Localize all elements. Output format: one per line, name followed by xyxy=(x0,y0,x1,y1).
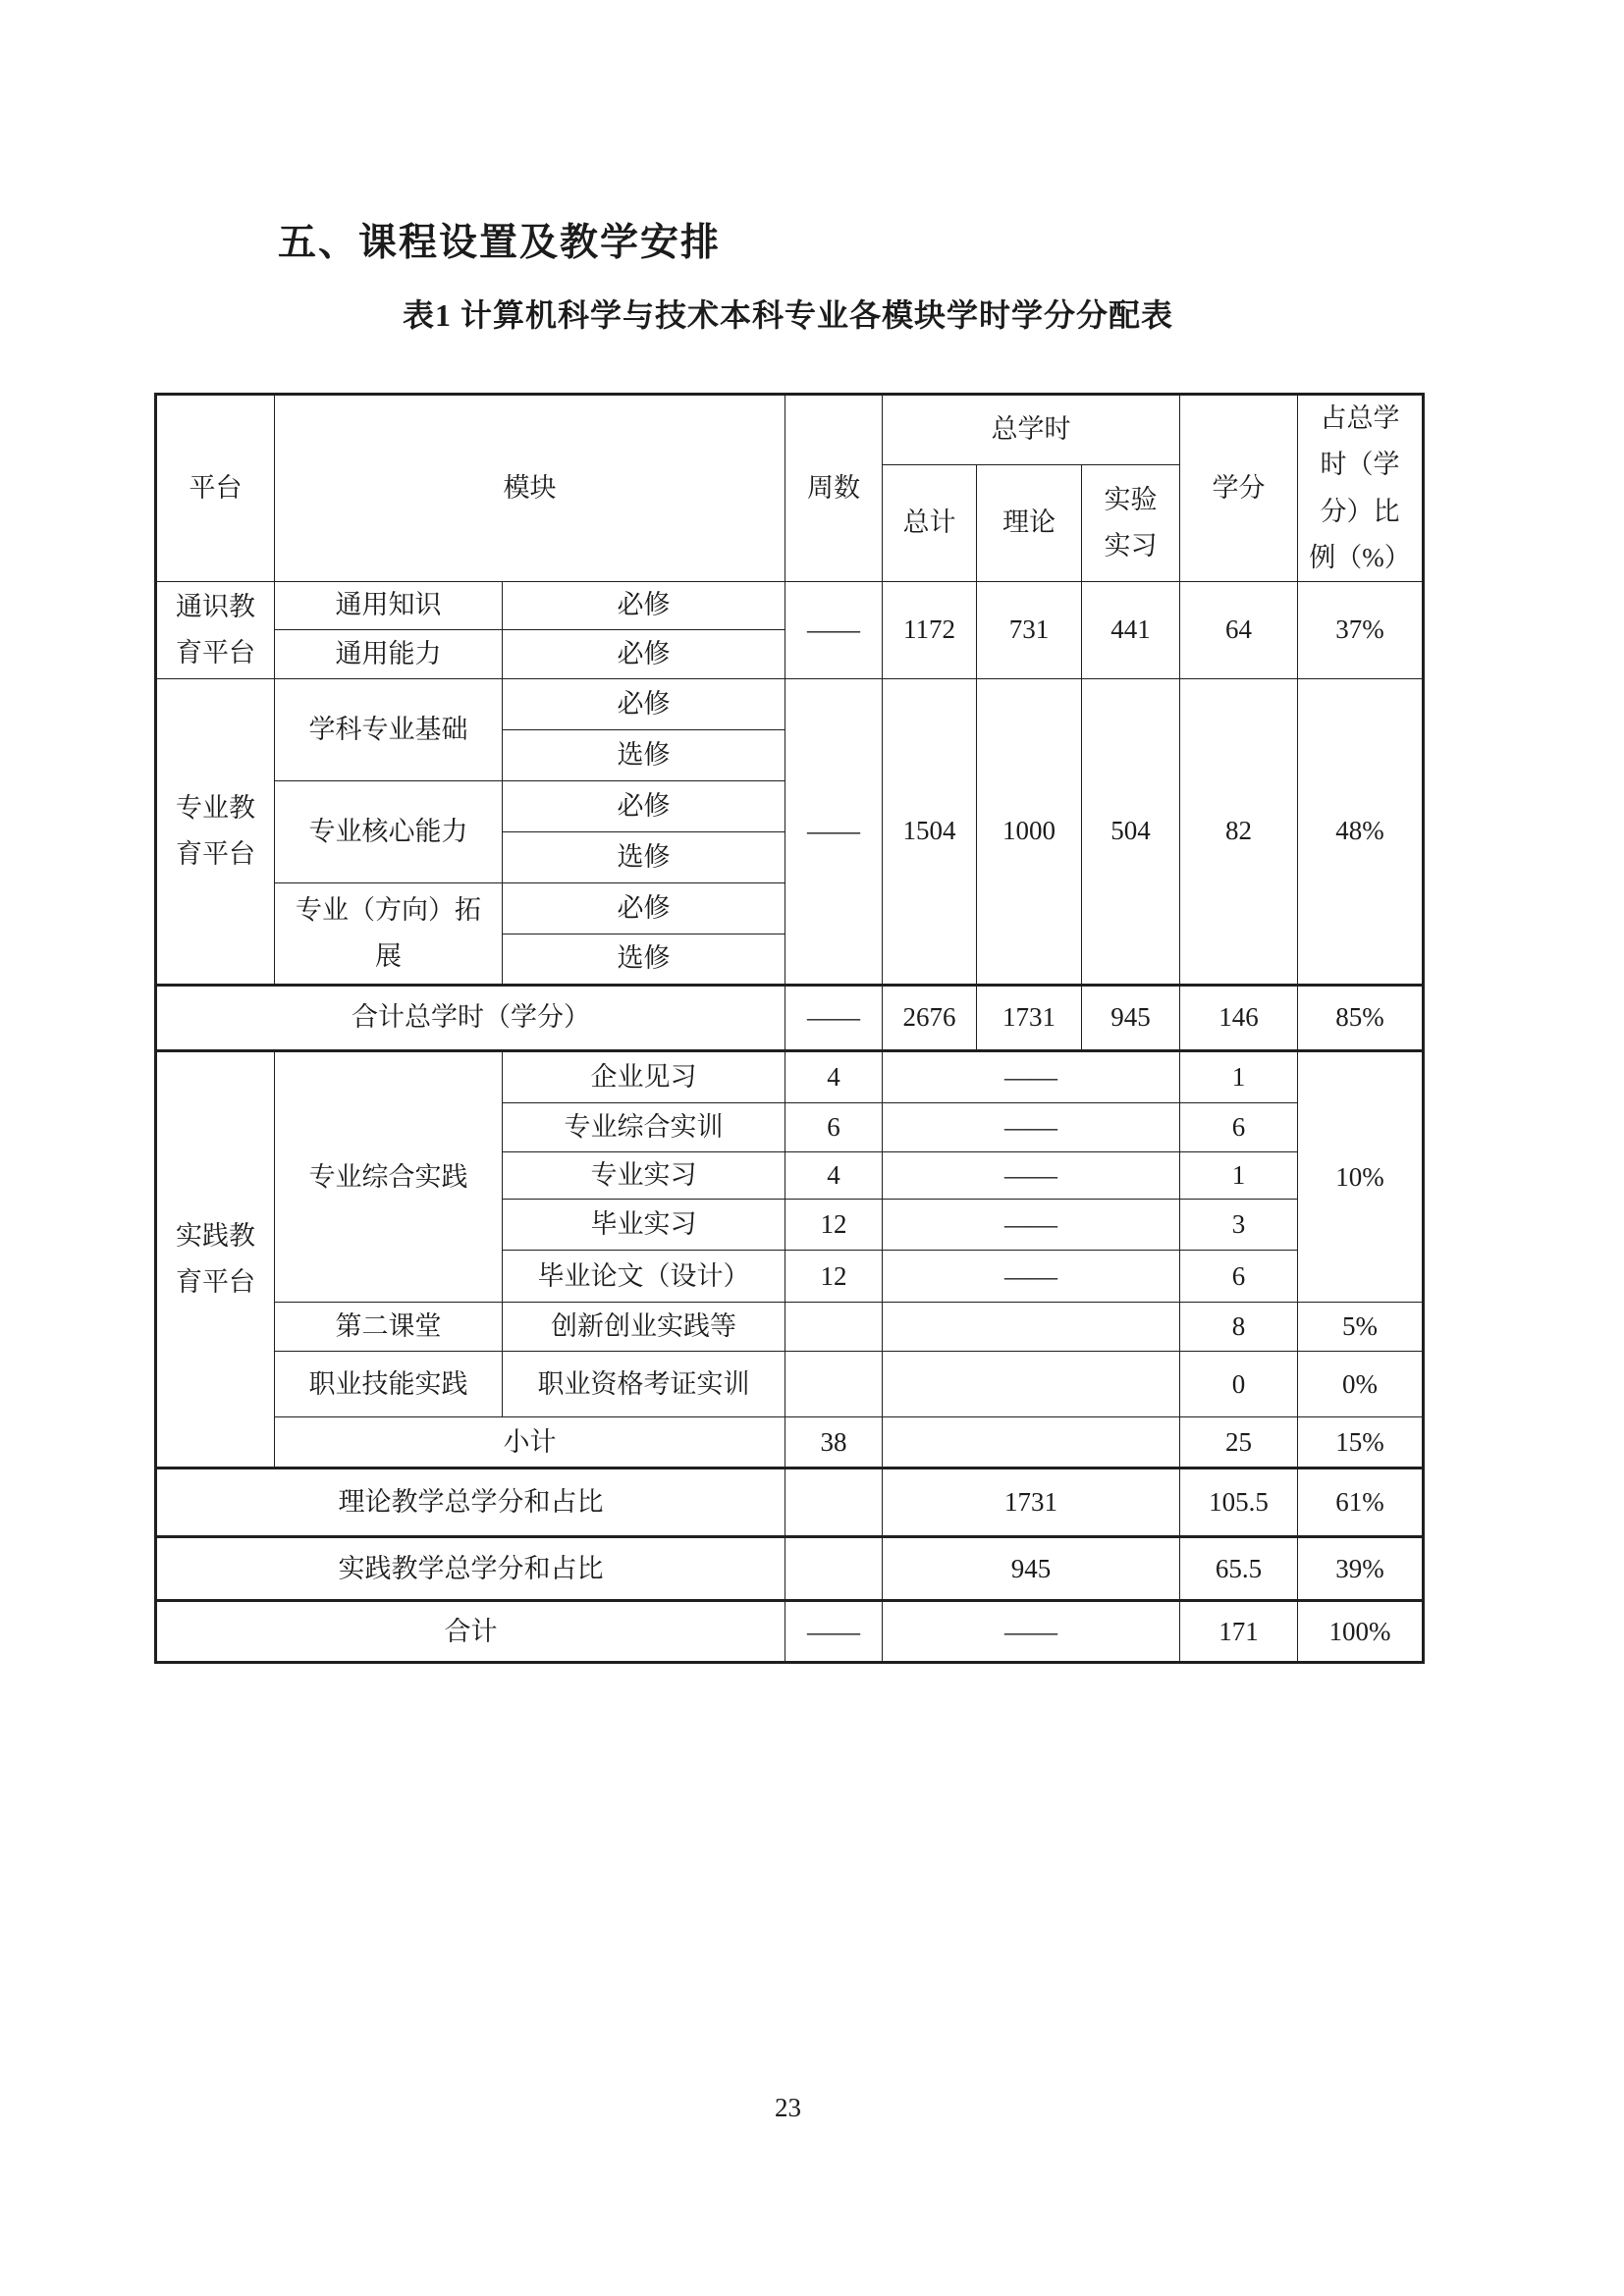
header-ratio-line3: 分）比 xyxy=(1320,496,1400,526)
header-lab: 实验实习 xyxy=(1082,464,1180,581)
cell-grand-total-ratio: 100% xyxy=(1298,1601,1424,1663)
cell-general-module-1: 通用知识 xyxy=(275,582,503,630)
cell-prof-lab: 504 xyxy=(1082,679,1180,986)
cell-subtotal-theory: 1731 xyxy=(977,986,1082,1051)
cell-prof-g2-type-1: 必修 xyxy=(503,781,785,832)
cell-grand-total-weeks: —— xyxy=(785,1601,883,1663)
cell-practice-subtotal-credits: 25 xyxy=(1180,1417,1298,1468)
cell-prof-platform: 专业教育平台 xyxy=(156,679,275,986)
cell-subtotal-weeks: —— xyxy=(785,986,883,1051)
header-ratio xyxy=(1298,395,1424,582)
cell-prof-group-2: 专业核心能力 xyxy=(275,781,503,883)
row-practice-subtotal xyxy=(156,1417,1424,1468)
cell-practice-platform: 实践教育平台 xyxy=(156,1051,275,1468)
cell-theory-total-label: 理论教学总学分和占比 xyxy=(156,1468,785,1537)
cell-subtotal-credits: 146 xyxy=(1180,986,1298,1051)
cell-practice-item-3: 专业实习 xyxy=(503,1152,785,1200)
row-subtotal-hours xyxy=(156,986,1424,1051)
header-row-1 xyxy=(156,395,1424,465)
cell-practice-weeks-2: 6 xyxy=(785,1103,883,1152)
header-credits: 学分 xyxy=(1180,395,1298,582)
cell-practice-total-label: 实践教学总学分和占比 xyxy=(156,1537,785,1601)
cell-practice-hours-5: —— xyxy=(883,1251,1180,1303)
cell-subtotal-label: 合计总学时（学分） xyxy=(156,986,785,1051)
header-module: 模块 xyxy=(275,395,785,582)
cell-general-weeks: —— xyxy=(785,582,883,679)
row-general-1 xyxy=(156,582,1424,630)
cell-second-class-credits: 8 xyxy=(1180,1303,1298,1352)
cell-prof-group-3: 专业（方向）拓展 xyxy=(275,883,503,986)
cell-vocational-module: 职业技能实践 xyxy=(275,1352,503,1417)
cell-practice-total-hours: 945 xyxy=(883,1537,1180,1601)
header-theory: 理论 xyxy=(977,464,1082,581)
row-second-class xyxy=(156,1303,1424,1352)
cell-vocational-name: 职业资格考证实训 xyxy=(503,1352,785,1417)
cell-prof-g1-type-1: 必修 xyxy=(503,679,785,730)
cell-practice-item-5: 毕业论文（设计） xyxy=(503,1251,785,1303)
row-prof-1 xyxy=(156,679,1424,730)
cell-prof-credits: 82 xyxy=(1180,679,1298,986)
cell-prof-theory: 1000 xyxy=(977,679,1082,986)
cell-subtotal-ratio: 85% xyxy=(1298,986,1424,1051)
cell-theory-total-credits: 105.5 xyxy=(1180,1468,1298,1537)
header-ratio-line4: 例（%） xyxy=(1309,542,1411,572)
cell-vocational-ratio: 0% xyxy=(1298,1352,1424,1417)
cell-practice-weeks-3: 4 xyxy=(785,1152,883,1200)
table-container xyxy=(154,393,1425,1664)
cell-second-class-weeks xyxy=(785,1303,883,1352)
cell-theory-total-weeks xyxy=(785,1468,883,1537)
cell-practice-weeks-5: 12 xyxy=(785,1251,883,1303)
cell-practice-hours-3: —— xyxy=(883,1152,1180,1200)
cell-practice-item-2: 专业综合实训 xyxy=(503,1103,785,1152)
row-vocational xyxy=(156,1352,1424,1417)
cell-prof-ratio: 48% xyxy=(1298,679,1424,986)
cell-vocational-credits: 0 xyxy=(1180,1352,1298,1417)
row-grand-total xyxy=(156,1601,1424,1663)
cell-second-class-name: 创新创业实践等 xyxy=(503,1303,785,1352)
cell-general-type-1: 必修 xyxy=(503,582,785,630)
cell-prof-group-1: 学科专业基础 xyxy=(275,679,503,781)
cell-practice-credits-4: 3 xyxy=(1180,1200,1298,1251)
cell-practice-credits-2: 6 xyxy=(1180,1103,1298,1152)
cell-vocational-weeks xyxy=(785,1352,883,1417)
cell-practice-credits-5: 6 xyxy=(1180,1251,1298,1303)
cell-general-ratio: 37% xyxy=(1298,582,1424,679)
cell-practice-total-weeks xyxy=(785,1537,883,1601)
curriculum-table xyxy=(154,393,1425,1664)
cell-practice-weeks-4: 12 xyxy=(785,1200,883,1251)
cell-theory-total-hours: 1731 xyxy=(883,1468,1180,1537)
cell-vocational-hours xyxy=(883,1352,1180,1417)
cell-practice-subtotal-ratio: 15% xyxy=(1298,1417,1424,1468)
cell-practice-item-1: 企业见习 xyxy=(503,1051,785,1103)
cell-general-platform: 通识教育平台 xyxy=(156,582,275,679)
cell-practice-subtotal-weeks: 38 xyxy=(785,1417,883,1468)
cell-practice-credits-1: 1 xyxy=(1180,1051,1298,1103)
cell-subtotal-total: 2676 xyxy=(883,986,977,1051)
cell-general-theory: 731 xyxy=(977,582,1082,679)
cell-grand-total-credits: 171 xyxy=(1180,1601,1298,1663)
cell-practice-comp-module: 专业综合实践 xyxy=(275,1051,503,1303)
table-caption: 表1 计算机科学与技术本科专业各模块学时学分分配表 xyxy=(402,297,1173,333)
cell-general-type-2: 必修 xyxy=(503,630,785,679)
cell-subtotal-lab: 945 xyxy=(1082,986,1180,1051)
cell-second-class-hours xyxy=(883,1303,1180,1352)
header-platform: 平台 xyxy=(156,395,275,582)
header-weeks: 周数 xyxy=(785,395,883,582)
cell-prof-g3-type-1: 必修 xyxy=(503,883,785,934)
cell-practice-item-4: 毕业实习 xyxy=(503,1200,785,1251)
cell-prof-g3-type-2: 选修 xyxy=(503,934,785,986)
cell-prof-weeks: —— xyxy=(785,679,883,986)
cell-practice-hours-4: —— xyxy=(883,1200,1180,1251)
cell-general-total: 1172 xyxy=(883,582,977,679)
cell-practice-total-ratio: 39% xyxy=(1298,1537,1424,1601)
header-total: 总计 xyxy=(883,464,977,581)
row-theory-total xyxy=(156,1468,1424,1537)
cell-theory-total-ratio: 61% xyxy=(1298,1468,1424,1537)
cell-practice-total-credits: 65.5 xyxy=(1180,1537,1298,1601)
cell-practice-hours-1: —— xyxy=(883,1051,1180,1103)
cell-general-credits: 64 xyxy=(1180,582,1298,679)
cell-prof-g1-type-2: 选修 xyxy=(503,730,785,781)
header-total-hours: 总学时 xyxy=(883,395,1180,465)
cell-second-class-module: 第二课堂 xyxy=(275,1303,503,1352)
section-title: 五、课程设置及教学安排 xyxy=(278,222,722,264)
header-ratio-line1: 占总学 xyxy=(1320,403,1400,433)
header-ratio-line2: 时（学 xyxy=(1320,450,1400,480)
cell-practice-hours-2: —— xyxy=(883,1103,1180,1152)
cell-general-module-2: 通用能力 xyxy=(275,630,503,679)
cell-grand-total-hours: —— xyxy=(883,1601,1180,1663)
cell-prof-total: 1504 xyxy=(883,679,977,986)
cell-prof-g2-type-2: 选修 xyxy=(503,832,785,883)
page-number: 23 xyxy=(775,2093,801,2122)
cell-grand-total-label: 合计 xyxy=(156,1601,785,1663)
row-practice-1 xyxy=(156,1051,1424,1103)
row-practice-total xyxy=(156,1537,1424,1601)
cell-practice-weeks-1: 4 xyxy=(785,1051,883,1103)
cell-practice-credits-3: 1 xyxy=(1180,1152,1298,1200)
cell-practice-subtotal-hours xyxy=(883,1417,1180,1468)
cell-second-class-ratio: 5% xyxy=(1298,1303,1424,1352)
cell-general-lab: 441 xyxy=(1082,582,1180,679)
cell-practice-comp-ratio: 10% xyxy=(1298,1051,1424,1303)
cell-practice-subtotal-label: 小计 xyxy=(275,1417,785,1468)
